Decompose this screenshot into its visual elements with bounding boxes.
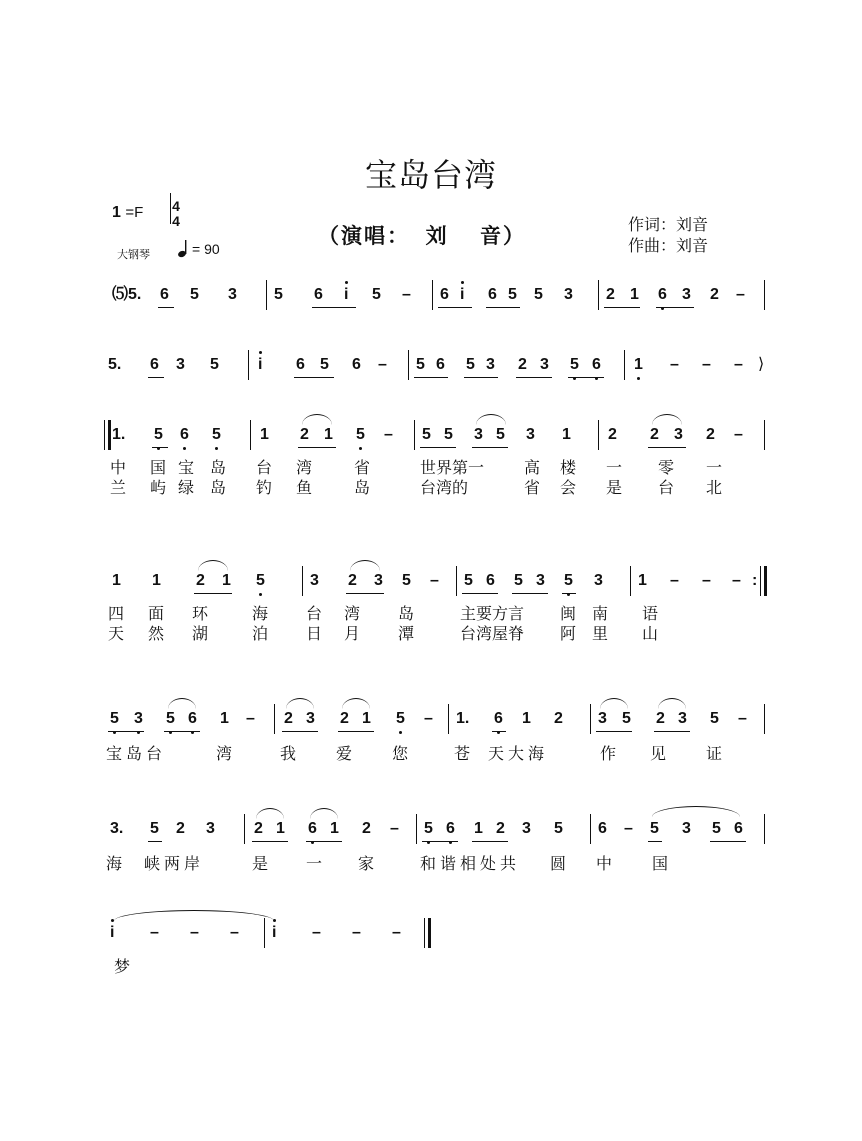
- note: 5: [650, 820, 659, 837]
- note: 6: [308, 820, 317, 837]
- underline: [420, 447, 456, 448]
- note: 2: [710, 286, 719, 303]
- note: 5: [110, 710, 119, 727]
- note: 6: [314, 286, 323, 303]
- lyric: 会: [560, 478, 577, 497]
- lyric: 北: [706, 478, 723, 497]
- lyric: 主要方言: [460, 604, 525, 623]
- note: 5: [190, 286, 199, 303]
- time-signature-bottom: 4: [172, 213, 180, 229]
- note: 6: [436, 356, 445, 373]
- note: 6: [440, 286, 449, 303]
- lyric: 钓: [256, 478, 273, 497]
- note: 3: [526, 426, 535, 443]
- note: 5: [396, 710, 405, 727]
- note: 2: [650, 426, 659, 443]
- note: 3: [564, 286, 573, 303]
- note: 6: [488, 286, 497, 303]
- note: 3: [540, 356, 549, 373]
- underline: [194, 593, 232, 594]
- underline: [294, 377, 334, 378]
- note: –: [150, 924, 159, 941]
- note: –: [384, 426, 393, 443]
- lyric: 海: [252, 604, 269, 623]
- tempo-value: = 90: [192, 241, 220, 258]
- score-row-1: [0, 286, 862, 346]
- note: 1: [112, 572, 121, 589]
- lyric: 中: [110, 458, 127, 477]
- score-row-2: [0, 356, 862, 416]
- lyric: 湖: [192, 624, 209, 643]
- underline: [306, 841, 342, 842]
- note: 1: [634, 356, 643, 373]
- note: –: [670, 572, 679, 589]
- note: i: [272, 924, 277, 941]
- lyric: 湾: [296, 458, 313, 477]
- note: –: [312, 924, 321, 941]
- lyric: 省: [354, 458, 371, 477]
- lyric: 台: [306, 604, 323, 623]
- lyric: 泊: [252, 624, 269, 643]
- note: 6: [296, 356, 305, 373]
- lyric: 中: [596, 854, 613, 873]
- barline: [448, 704, 449, 734]
- lyric: 台: [256, 458, 273, 477]
- lyric: 和谐相处共: [420, 854, 521, 873]
- lyric: 零: [658, 458, 675, 477]
- lyric: 月: [344, 624, 361, 643]
- note: 6: [592, 356, 601, 373]
- note: 1: [362, 710, 371, 727]
- underline: [462, 593, 498, 594]
- note: 3: [228, 286, 237, 303]
- underline: [568, 377, 604, 378]
- repeat-end-barline: [760, 566, 767, 596]
- underline: [656, 307, 694, 308]
- instrument-label: 大钢琴: [117, 248, 150, 261]
- note: 5: [356, 426, 365, 443]
- note: 3: [682, 286, 691, 303]
- note: 3: [486, 356, 495, 373]
- note: 5: [554, 820, 563, 837]
- underline: [282, 731, 318, 732]
- note: 5: [564, 572, 573, 589]
- note: –: [424, 710, 433, 727]
- lyric: 岛: [210, 458, 227, 477]
- barline: [244, 814, 245, 844]
- note: –: [402, 286, 411, 303]
- note: 3: [310, 572, 319, 589]
- note: 2: [608, 426, 617, 443]
- note: i: [460, 286, 465, 303]
- underline: [312, 307, 356, 308]
- underline: [596, 731, 632, 732]
- note: 6: [150, 356, 159, 373]
- lyric: 南: [592, 604, 609, 623]
- slur: [658, 698, 686, 709]
- lyric: 楼: [560, 458, 577, 477]
- lyric: 高: [524, 458, 541, 477]
- close-paren-icon: ⟩: [758, 356, 765, 373]
- score-row-4: [0, 572, 862, 643]
- lyric: 我: [280, 744, 297, 763]
- lyric: 海: [106, 854, 123, 873]
- underline: [492, 731, 506, 732]
- note: 5.: [108, 356, 122, 373]
- note: 5: [622, 710, 631, 727]
- slur: [342, 698, 370, 709]
- lyric: 苍: [454, 744, 471, 763]
- note: i: [110, 924, 115, 941]
- underline: [604, 307, 640, 308]
- barline: [456, 566, 457, 596]
- note: –: [246, 710, 255, 727]
- barline: [414, 420, 415, 450]
- note: 2: [606, 286, 615, 303]
- underline: [414, 377, 448, 378]
- barline: [590, 814, 591, 844]
- lyric: 梦: [114, 957, 131, 976]
- note: 2: [706, 426, 715, 443]
- underline: [648, 447, 686, 448]
- underline: [346, 593, 384, 594]
- note: 2: [284, 710, 293, 727]
- note: 6: [658, 286, 667, 303]
- lyric: 阿: [560, 624, 577, 643]
- lyric: 潭: [398, 624, 415, 643]
- note: 5: [166, 710, 175, 727]
- note: 1: [630, 286, 639, 303]
- composer-credit: 作曲：刘音: [628, 236, 709, 255]
- note: 6: [598, 820, 607, 837]
- lyricist-credit: 作词：刘音: [628, 215, 709, 234]
- lyric: 日: [306, 624, 323, 643]
- note: 3: [374, 572, 383, 589]
- lyric: 圆: [550, 854, 567, 873]
- note: 6: [734, 820, 743, 837]
- note: 5: [402, 572, 411, 589]
- barline: [598, 420, 599, 450]
- underline: [464, 377, 498, 378]
- lyric: 湾: [216, 744, 233, 763]
- note: 2: [340, 710, 349, 727]
- note: 3: [134, 710, 143, 727]
- note: 2: [196, 572, 205, 589]
- note: 1: [324, 426, 333, 443]
- note: 6: [494, 710, 503, 727]
- note: 5: [422, 426, 431, 443]
- score-row-3: [0, 426, 862, 497]
- note: 5: [416, 356, 425, 373]
- note: 3: [306, 710, 315, 727]
- note: 5: [712, 820, 721, 837]
- note: 5: [444, 426, 453, 443]
- slur: [600, 698, 628, 709]
- note: 6: [446, 820, 455, 837]
- lyric: 岛: [398, 604, 415, 623]
- note: 3.: [110, 820, 124, 837]
- note: –: [670, 356, 679, 373]
- note: 3: [594, 572, 603, 589]
- note: 2: [362, 820, 371, 837]
- lyric: 天: [108, 624, 125, 643]
- note: 5: [256, 572, 265, 589]
- underline: [472, 447, 508, 448]
- underline: [252, 841, 288, 842]
- lyric: 岛: [210, 478, 227, 497]
- underline: [648, 841, 662, 842]
- lyric: 是: [252, 854, 269, 873]
- barline: [432, 280, 433, 310]
- lyric: 是: [606, 478, 623, 497]
- underline: [422, 841, 458, 842]
- note: –: [702, 572, 711, 589]
- note: i: [344, 286, 349, 303]
- lyric: 爱: [336, 744, 353, 763]
- key-name: =F: [125, 204, 144, 221]
- barline: [764, 704, 765, 734]
- underline: [486, 307, 520, 308]
- note: 1: [474, 820, 483, 837]
- underline: [158, 307, 174, 308]
- note: 5: [274, 286, 283, 303]
- time-signature-bar: [170, 193, 171, 224]
- barline: [624, 350, 625, 380]
- note: 2: [656, 710, 665, 727]
- note: 2: [176, 820, 185, 837]
- note: 1: [638, 572, 647, 589]
- underline: [654, 731, 690, 732]
- lyric: 一: [706, 458, 723, 477]
- note: –: [702, 356, 711, 373]
- note: 1: [152, 572, 161, 589]
- note: 5: [464, 572, 473, 589]
- note: 5: [372, 286, 381, 303]
- lyric: 山: [642, 624, 659, 643]
- score-row-6: [0, 820, 862, 880]
- lyric: 里: [592, 624, 609, 643]
- lyric: 峡两岸: [144, 854, 205, 873]
- lyric: 台: [658, 478, 675, 497]
- lyric: 证: [706, 744, 723, 763]
- lyric: 岛: [354, 478, 371, 497]
- note: 5: [212, 426, 221, 443]
- barline: [274, 704, 275, 734]
- slur: [256, 808, 284, 819]
- final-barline: [424, 918, 431, 948]
- note: 3: [598, 710, 607, 727]
- note: 5: [150, 820, 159, 837]
- lyric: 您: [392, 744, 409, 763]
- barline: [266, 280, 267, 310]
- lyric: 天大海: [488, 744, 549, 763]
- note: 5: [514, 572, 523, 589]
- note: 5: [424, 820, 433, 837]
- note: –: [732, 572, 741, 589]
- slur: [310, 808, 338, 819]
- note: 3: [206, 820, 215, 837]
- note: 3: [682, 820, 691, 837]
- barline: [764, 420, 765, 450]
- note: 1.: [456, 710, 470, 727]
- note: 5: [154, 426, 163, 443]
- note: 5: [534, 286, 543, 303]
- note: –: [378, 356, 387, 373]
- slur: [286, 698, 314, 709]
- note: 1: [222, 572, 231, 589]
- note: 5: [570, 356, 579, 373]
- note: 6: [486, 572, 495, 589]
- lyric: 世界第一: [420, 458, 485, 477]
- note: –: [190, 924, 199, 941]
- note: –: [734, 426, 743, 443]
- lyric: 绿: [178, 478, 195, 497]
- note: 5: [320, 356, 329, 373]
- lyric: 国: [150, 458, 167, 477]
- underline: [472, 841, 508, 842]
- underline: [438, 307, 472, 308]
- note: 5: [508, 286, 517, 303]
- lyric: 湾: [344, 604, 361, 623]
- lyric: 一: [606, 458, 623, 477]
- singer-line: （演唱： 刘 音）: [318, 225, 527, 248]
- underline: [164, 731, 200, 732]
- note: –: [734, 356, 743, 373]
- lyric: 环: [192, 604, 209, 623]
- note: 2: [254, 820, 263, 837]
- note: 3: [678, 710, 687, 727]
- underline: [512, 593, 548, 594]
- lyric: 兰: [110, 478, 127, 497]
- note: 1: [220, 710, 229, 727]
- note: 3: [474, 426, 483, 443]
- underline: [108, 731, 144, 732]
- lyric: 作: [600, 744, 617, 763]
- note: –: [736, 286, 745, 303]
- lyric: 一: [306, 854, 323, 873]
- lyric: 屿: [150, 478, 167, 497]
- note: –: [624, 820, 633, 837]
- note: 2: [300, 426, 309, 443]
- barline: [598, 280, 599, 310]
- key-degree: 1: [112, 204, 121, 221]
- underline: [152, 447, 168, 448]
- lyric: 面: [148, 604, 165, 623]
- barline: [250, 420, 251, 450]
- note: 1: [260, 426, 269, 443]
- slur: [114, 910, 274, 921]
- lyric: 四: [108, 604, 125, 623]
- lyric: 然: [148, 624, 165, 643]
- slur: [168, 698, 196, 709]
- note: 5: [210, 356, 219, 373]
- key-signature: [112, 204, 143, 222]
- time-signature: [170, 199, 182, 229]
- slur: [350, 560, 380, 571]
- note: 6: [352, 356, 361, 373]
- note: 5: [710, 710, 719, 727]
- underline: [562, 593, 576, 594]
- note: 3: [176, 356, 185, 373]
- score-row-7: [0, 924, 862, 984]
- note: –: [352, 924, 361, 941]
- note: 5: [466, 356, 475, 373]
- barline: [302, 566, 303, 596]
- lyric: 国: [652, 854, 669, 873]
- barline: [590, 704, 591, 734]
- slur: [652, 806, 740, 817]
- note: 6: [180, 426, 189, 443]
- note: 1.: [112, 426, 126, 443]
- note: 1: [522, 710, 531, 727]
- barline: [630, 566, 631, 596]
- note: –: [430, 572, 439, 589]
- underline: [516, 377, 552, 378]
- note: 6: [160, 286, 169, 303]
- note: –: [230, 924, 239, 941]
- note: 3: [536, 572, 545, 589]
- note: 1: [276, 820, 285, 837]
- lyric: 台湾的: [420, 478, 469, 497]
- note: 2: [496, 820, 505, 837]
- lyric: 闽: [560, 604, 577, 623]
- time-signature-top: 4: [172, 198, 180, 214]
- repeat-start-barline: [104, 420, 111, 450]
- note: 2: [348, 572, 357, 589]
- tempo-marking: [178, 240, 220, 261]
- lyric: 宝岛台: [106, 744, 167, 763]
- underline: [710, 841, 746, 842]
- barline: [248, 350, 249, 380]
- barline: [416, 814, 417, 844]
- note: 2: [518, 356, 527, 373]
- note: –: [738, 710, 747, 727]
- underline: [298, 447, 336, 448]
- lyric: 宝: [178, 458, 195, 477]
- note: ⑸5.: [112, 286, 142, 303]
- note: –: [390, 820, 399, 837]
- underline: [338, 731, 374, 732]
- note: 2: [554, 710, 563, 727]
- underline: [148, 377, 164, 378]
- lyric: 省: [524, 478, 541, 497]
- barline: [264, 918, 265, 948]
- slur: [198, 560, 228, 571]
- note: –: [392, 924, 401, 941]
- note: 5: [496, 426, 505, 443]
- barline: [408, 350, 409, 380]
- note: 1: [330, 820, 339, 837]
- repeat-dots-icon: :: [752, 572, 758, 589]
- song-title: 宝岛台湾: [364, 156, 497, 194]
- quarter-note-icon: [178, 240, 188, 261]
- score-row-5: [0, 710, 862, 770]
- note: 1: [562, 426, 571, 443]
- lyric: 家: [358, 854, 375, 873]
- note: i: [258, 356, 263, 373]
- barline: [764, 814, 765, 844]
- lyric: 语: [642, 604, 659, 623]
- note: 3: [674, 426, 683, 443]
- note: 3: [522, 820, 531, 837]
- note: 6: [188, 710, 197, 727]
- barline: [764, 280, 765, 310]
- lyric: 台湾屋脊: [460, 624, 525, 643]
- underline: [148, 841, 162, 842]
- lyric: 见: [650, 744, 667, 763]
- lyric: 鱼: [296, 478, 313, 497]
